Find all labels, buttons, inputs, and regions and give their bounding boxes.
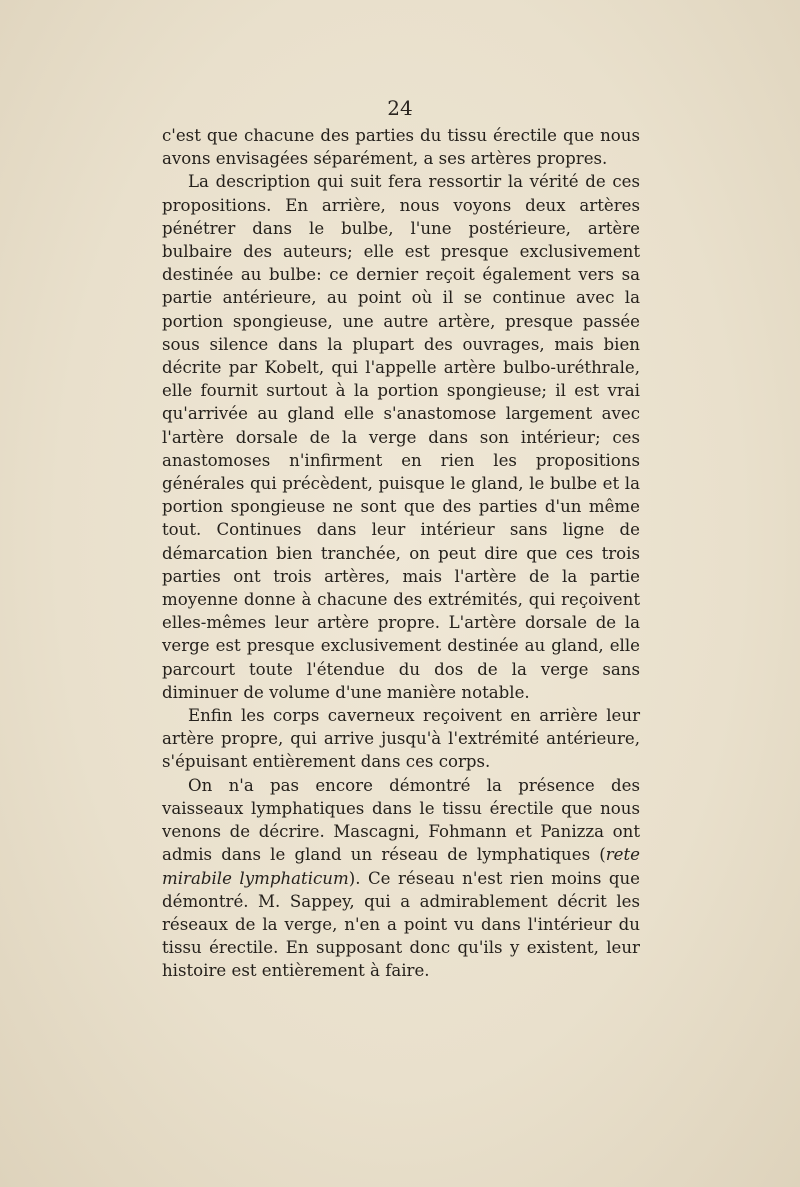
paragraph-3: Enfin les corps caverneux reçoivent en arrière leur artère propre, qui arrive jusqu'à l'extrémité antérieure, s'épuisant entièrement dans ces corps. [162, 706, 640, 772]
paragraph-1: c'est que chacune des parties du tissu érectile que nous avons envisagées séparément, a ses artères propres. [162, 126, 640, 169]
paragraph-4-text-before: On n'a pas encore démontré la présence des vaisseaux lymphatiques dans le tissu érectile que nous venons de décrire. Mascagni, Fohmann et Panizza ont admis dans le gland un réseau de lymphatiques ( [162, 775, 640, 865]
paragraph-4-italic-term: rete mirabile lymphaticum [162, 845, 640, 888]
paragraph-4-text-after: ). Ce réseau n'est rien moins que démontré. M. Sappey, qui a admirablement décrit les réseaux de la verge, n'en a point vu dans l'intérieur du tissu érectile. En supposant donc qu'ils y existent, leur histoire est entièrement à faire. [162, 868, 640, 981]
page-number: 24 [387, 96, 413, 120]
body-text [162, 124, 640, 983]
paragraph-4 [162, 774, 640, 983]
paragraph-2: La description qui suit fera ressortir la vérité de ces propositions. En arrière, nous voyons deux artères pénétrer dans le bulbe, l'une postérieure, artère bulbaire des auteurs; elle est presque exclusivement destinée au bulbe: ce dernier reçoit également vers sa partie antérieure, au point où il se continue avec la portion spongieuse, une autre artère, presque passée sous silence dans la plupart des ouvrages, mais bien décrite par Kobelt, qui l'appelle artère bulbo-uréthrale, elle fournit surtout à la portion spongieuse; il est vrai qu'arrivée au gland elle s'anastomose largement avec l'artère dorsale de la verge dans son intérieur; ces anastomoses n'infirment en rien les propositions générales qui précèdent, puisque le gland, le bulbe et la portion spongieuse ne sont que des parties d'un même tout. Continues dans leur intérieur sans ligne de démarcation bien tranchée, on peut dire que ces trois parties ont trois artères, mais l'artère de la partie moyenne donne à chacune des extrémités, qui reçoivent elles-mêmes leur artère propre. L'artère dorsale de la verge est presque exclusivement destinée au gland, elle parcourt toute l'étendue du dos de la verge sans diminuer de volume d'une manière notable. [162, 172, 640, 702]
